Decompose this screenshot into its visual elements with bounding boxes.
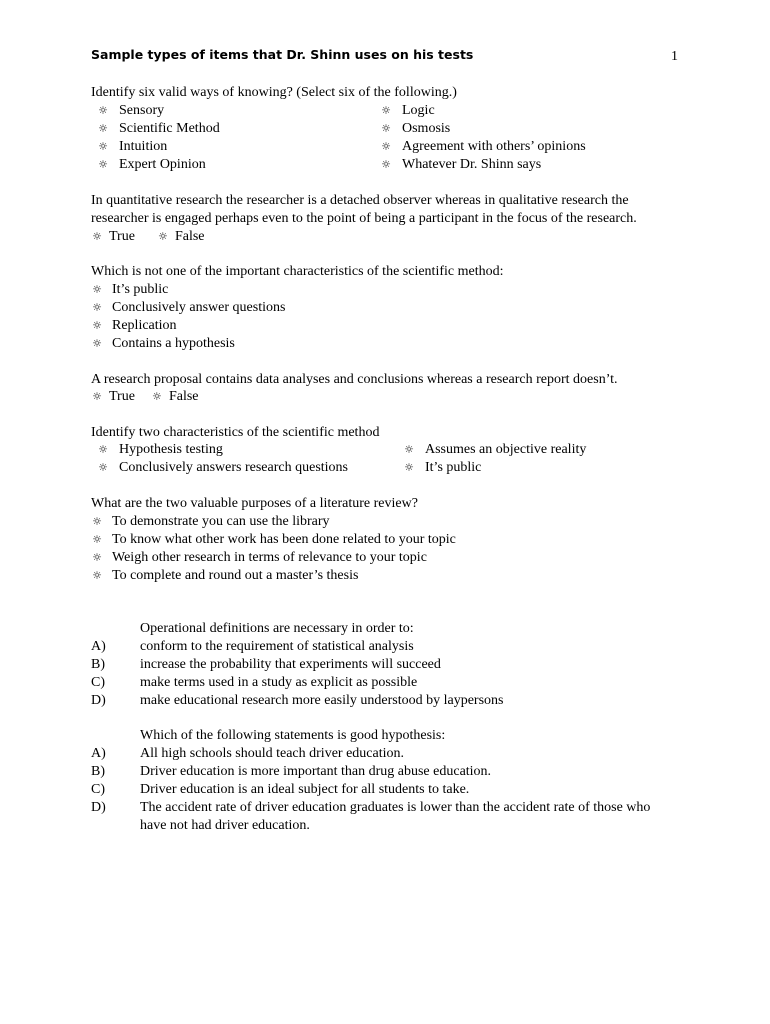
sun-bullet-icon: ☼ — [381, 158, 391, 171]
option-text: conform to the requirement of statistical analysis — [140, 639, 414, 654]
sun-bullet-icon: ☼ — [404, 443, 414, 456]
sun-bullet-icon: ☼ — [98, 122, 108, 135]
option[interactable]: ☼ Scientific Method — [98, 121, 220, 136]
option-label: B) — [91, 764, 105, 779]
question-prompt: In quantitative research the researcher is a detached observer whereas in qualitative research the researcher is engaged perhaps even to the point of being a participant in the focus of the research. — [91, 193, 637, 226]
sun-bullet-icon: ☼ — [92, 533, 102, 546]
question-prompt: Identify six valid ways of knowing? (Select six of the following.) — [91, 85, 457, 100]
option[interactable] — [91, 638, 691, 656]
question-good-hypothesis — [91, 727, 671, 835]
question-prompt: Identify two characteristics of the scientific method — [91, 425, 380, 440]
option[interactable]: ☼ To complete and round out a master’s thesis — [92, 568, 359, 583]
option[interactable] — [91, 656, 691, 674]
sun-bullet-icon: ☼ — [92, 283, 102, 296]
true-false-options — [91, 388, 199, 406]
sun-bullet-icon: ☼ — [92, 319, 102, 332]
option[interactable]: ☼ Osmosis — [381, 121, 451, 136]
option-label: A) — [91, 639, 106, 654]
option[interactable] — [91, 799, 671, 835]
option-list — [91, 513, 456, 585]
sun-bullet-icon: ☼ — [92, 569, 102, 582]
option-label: D) — [91, 693, 106, 708]
option-label: C) — [91, 675, 105, 690]
option-text: Driver education is an ideal subject for all students to take. — [140, 782, 470, 797]
option-true[interactable]: ☼ True — [92, 229, 135, 244]
option-label: B) — [91, 657, 105, 672]
option[interactable] — [91, 781, 671, 799]
page-number: 1 — [671, 49, 678, 64]
option[interactable] — [91, 745, 671, 763]
sun-bullet-icon: ☼ — [404, 461, 414, 474]
option[interactable] — [91, 692, 691, 710]
option-text: All high schools should teach driver education. — [140, 746, 404, 761]
sun-bullet-icon: ☼ — [98, 443, 108, 456]
option-label: C) — [91, 782, 105, 797]
option-text: The accident rate of driver education graduates is lower than the accident rate of those who have not had driver education. — [140, 800, 651, 833]
sun-bullet-icon: ☼ — [98, 140, 108, 153]
sun-bullet-icon: ☼ — [92, 515, 102, 528]
question-quant-qual — [91, 192, 686, 228]
option[interactable]: ☼ To know what other work has been done related to your topic — [92, 532, 456, 547]
option-text: Driver education is more important than drug abuse education. — [140, 764, 492, 779]
option-text: increase the probability that experiments will succeed — [140, 657, 441, 672]
option-label: A) — [91, 746, 106, 761]
option-text: make terms used in a study as explicit as possible — [140, 675, 418, 690]
option-label: D) — [91, 800, 106, 815]
option[interactable]: ☼ Expert Opinion — [98, 157, 206, 172]
option[interactable]: ☼ Conclusively answers research questions — [98, 460, 348, 475]
option[interactable] — [91, 674, 691, 692]
sun-bullet-icon: ☼ — [381, 104, 391, 117]
option-false[interactable]: ☼ False — [158, 229, 205, 244]
sun-bullet-icon: ☼ — [92, 390, 102, 403]
option-false[interactable]: ☼ False — [152, 389, 199, 404]
option[interactable]: ☼ Whatever Dr. Shinn says — [381, 157, 542, 172]
option[interactable]: ☼ Contains a hypothesis — [92, 336, 235, 351]
question-prompt: Which of the following statements is good hypothesis: — [140, 728, 446, 743]
sun-bullet-icon: ☼ — [381, 140, 391, 153]
option[interactable]: ☼ Weigh other research in terms of relevance to your topic — [92, 550, 427, 565]
question-literature-review — [91, 495, 691, 513]
option-column-right — [380, 102, 586, 174]
sun-bullet-icon: ☼ — [92, 230, 102, 243]
sun-bullet-icon: ☼ — [158, 230, 168, 243]
question-prompt: Which is not one of the important characteristics of the scientific method: — [91, 264, 504, 279]
option[interactable]: ☼ Assumes an objective reality — [404, 442, 587, 457]
option[interactable]: ☼ Hypothesis testing — [98, 442, 223, 457]
sun-bullet-icon: ☼ — [92, 551, 102, 564]
question-prompt: What are the two valuable purposes of a literature review? — [91, 496, 418, 511]
sun-bullet-icon: ☼ — [381, 122, 391, 135]
question-scientific-method-not — [91, 263, 691, 281]
option[interactable] — [91, 763, 671, 781]
option[interactable]: ☼ It’s public — [92, 282, 169, 297]
question-operational-definitions — [91, 620, 691, 710]
option[interactable]: ☼ Sensory — [98, 103, 165, 118]
option-text: make educational research more easily understood by laypersons — [140, 693, 504, 708]
sun-bullet-icon: ☼ — [152, 390, 162, 403]
true-false-options — [91, 228, 205, 246]
question-prompt: Operational definitions are necessary in order to: — [140, 621, 414, 636]
question-two-characteristics — [91, 424, 691, 442]
option-column-left — [97, 441, 348, 477]
sun-bullet-icon: ☼ — [92, 301, 102, 314]
question-proposal-report — [91, 371, 691, 389]
document-header: Sample types of items that Dr. Shinn uses on his tests — [91, 47, 474, 62]
sun-bullet-icon: ☼ — [98, 158, 108, 171]
question-ways-of-knowing — [91, 84, 691, 102]
option-column-right — [403, 441, 586, 477]
sun-bullet-icon: ☼ — [98, 104, 108, 117]
option-column-left — [97, 102, 220, 174]
question-prompt: A research proposal contains data analyses and conclusions whereas a research report doesn’t. — [91, 372, 618, 387]
option[interactable]: ☼ Logic — [381, 103, 435, 118]
option-list — [91, 281, 285, 353]
sun-bullet-icon: ☼ — [98, 461, 108, 474]
option[interactable]: ☼ Conclusively answer questions — [92, 300, 286, 315]
option[interactable]: ☼ Agreement with others’ opinions — [381, 139, 586, 154]
option[interactable]: ☼ Replication — [92, 318, 177, 333]
option[interactable]: ☼ Intuition — [98, 139, 168, 154]
option[interactable]: ☼ It’s public — [404, 460, 482, 475]
option-true[interactable]: ☼ True — [92, 389, 135, 404]
sun-bullet-icon: ☼ — [92, 337, 102, 350]
option[interactable]: ☼ To demonstrate you can use the library — [92, 514, 330, 529]
